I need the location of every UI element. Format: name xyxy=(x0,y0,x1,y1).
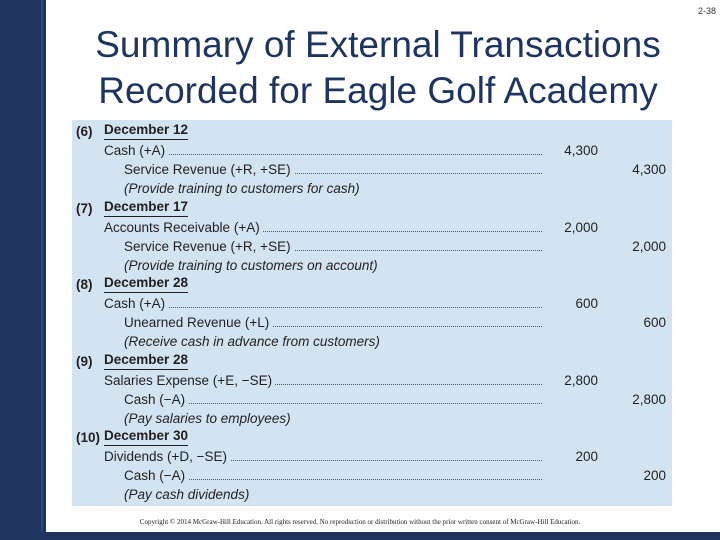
credit-account: Cash (−A) xyxy=(124,468,188,483)
entry-number: (8) xyxy=(76,277,93,292)
debit-row xyxy=(72,447,672,466)
credit-account: Unearned Revenue (+L) xyxy=(124,315,272,330)
memo-row xyxy=(72,256,672,275)
copyright-footer: Copyright © 2014 McGraw-Hill Education. All rights reserved. No reproduction or distribution without the prior written consent of McGraw-Hill Education. xyxy=(139,518,581,526)
debit-amount: 4,300 xyxy=(564,143,598,158)
credit-amount: 2,000 xyxy=(632,238,666,254)
debit-account-line xyxy=(104,141,542,160)
entry-header-row xyxy=(72,122,672,141)
debit-account-line xyxy=(104,294,542,313)
entry-memo: (Provide training to customers on account) xyxy=(124,257,378,273)
credit-row xyxy=(72,466,672,485)
memo-row xyxy=(72,409,672,428)
entry-date: December 12 xyxy=(104,122,188,140)
credit-amount: 600 xyxy=(643,315,666,330)
credit-account-line xyxy=(124,466,542,485)
credit-row xyxy=(72,313,672,332)
credit-amount: 2,800 xyxy=(632,391,666,407)
debit-row xyxy=(72,371,672,390)
entry-number: (6) xyxy=(76,124,93,139)
debit-row xyxy=(72,141,672,160)
entry-date: December 28 xyxy=(104,275,188,293)
entry-header-row xyxy=(72,275,672,294)
title-line-2: Recorded for Eagle Golf Academy xyxy=(98,70,658,111)
credit-account: Service Revenue (+R, +SE) xyxy=(124,239,294,254)
entry-date: December 28 xyxy=(104,352,188,370)
credit-row xyxy=(72,390,672,409)
debit-account: Accounts Receivable (+A) xyxy=(104,220,263,235)
entry-memo: (Receive cash in advance from customers) xyxy=(124,334,380,349)
entry-date: December 30 xyxy=(104,428,188,446)
entry-header-row xyxy=(72,428,672,447)
journal-panel xyxy=(72,120,672,506)
memo-row xyxy=(72,485,672,504)
debit-amount: 2,800 xyxy=(564,372,598,388)
debit-account: Cash (+A) xyxy=(104,296,168,311)
entry-header-row xyxy=(72,352,672,371)
debit-account: Dividends (+D, −SE) xyxy=(104,449,230,464)
debit-account-line xyxy=(104,447,542,466)
debit-account: Salaries Expense (+E, −SE) xyxy=(104,373,275,388)
entry-number: (10) xyxy=(76,430,101,445)
entry-memo: (Pay salaries to employees) xyxy=(124,410,291,426)
entry-number: (9) xyxy=(76,353,93,369)
debit-amount: 200 xyxy=(575,449,598,464)
credit-account: Service Revenue (+R, +SE) xyxy=(124,162,294,177)
debit-account-line xyxy=(104,371,542,390)
memo-row xyxy=(72,332,672,351)
credit-amount: 200 xyxy=(643,468,666,483)
debit-row xyxy=(72,294,672,313)
dot-leader xyxy=(104,154,542,155)
credit-row xyxy=(72,160,672,179)
credit-account-line xyxy=(124,160,542,179)
debit-account-line xyxy=(104,218,542,237)
memo-row xyxy=(72,179,672,198)
entry-memo: (Pay cash dividends) xyxy=(124,487,250,502)
credit-account: Cash (−A) xyxy=(124,392,188,407)
slide-title xyxy=(58,22,698,114)
bottom-band xyxy=(0,532,720,540)
entry-header-row xyxy=(72,199,672,218)
credit-account-line xyxy=(124,390,542,409)
credit-row xyxy=(72,237,672,256)
debit-account: Cash (+A) xyxy=(104,143,168,158)
debit-row xyxy=(72,218,672,237)
entry-date: December 17 xyxy=(104,199,188,217)
debit-amount: 2,000 xyxy=(564,219,598,235)
title-line-1: Summary of External Transactions xyxy=(95,24,661,65)
entry-memo: (Provide training to customers for cash) xyxy=(124,181,360,196)
slide-number: 2-38 xyxy=(697,6,716,16)
left-accent-rule xyxy=(41,0,43,540)
credit-account-line xyxy=(124,313,542,332)
left-accent-bar xyxy=(0,0,46,540)
debit-amount: 600 xyxy=(575,296,598,311)
credit-account-line xyxy=(124,237,542,256)
credit-amount: 4,300 xyxy=(632,162,666,177)
dot-leader xyxy=(104,307,542,308)
entry-number: (7) xyxy=(76,200,93,216)
